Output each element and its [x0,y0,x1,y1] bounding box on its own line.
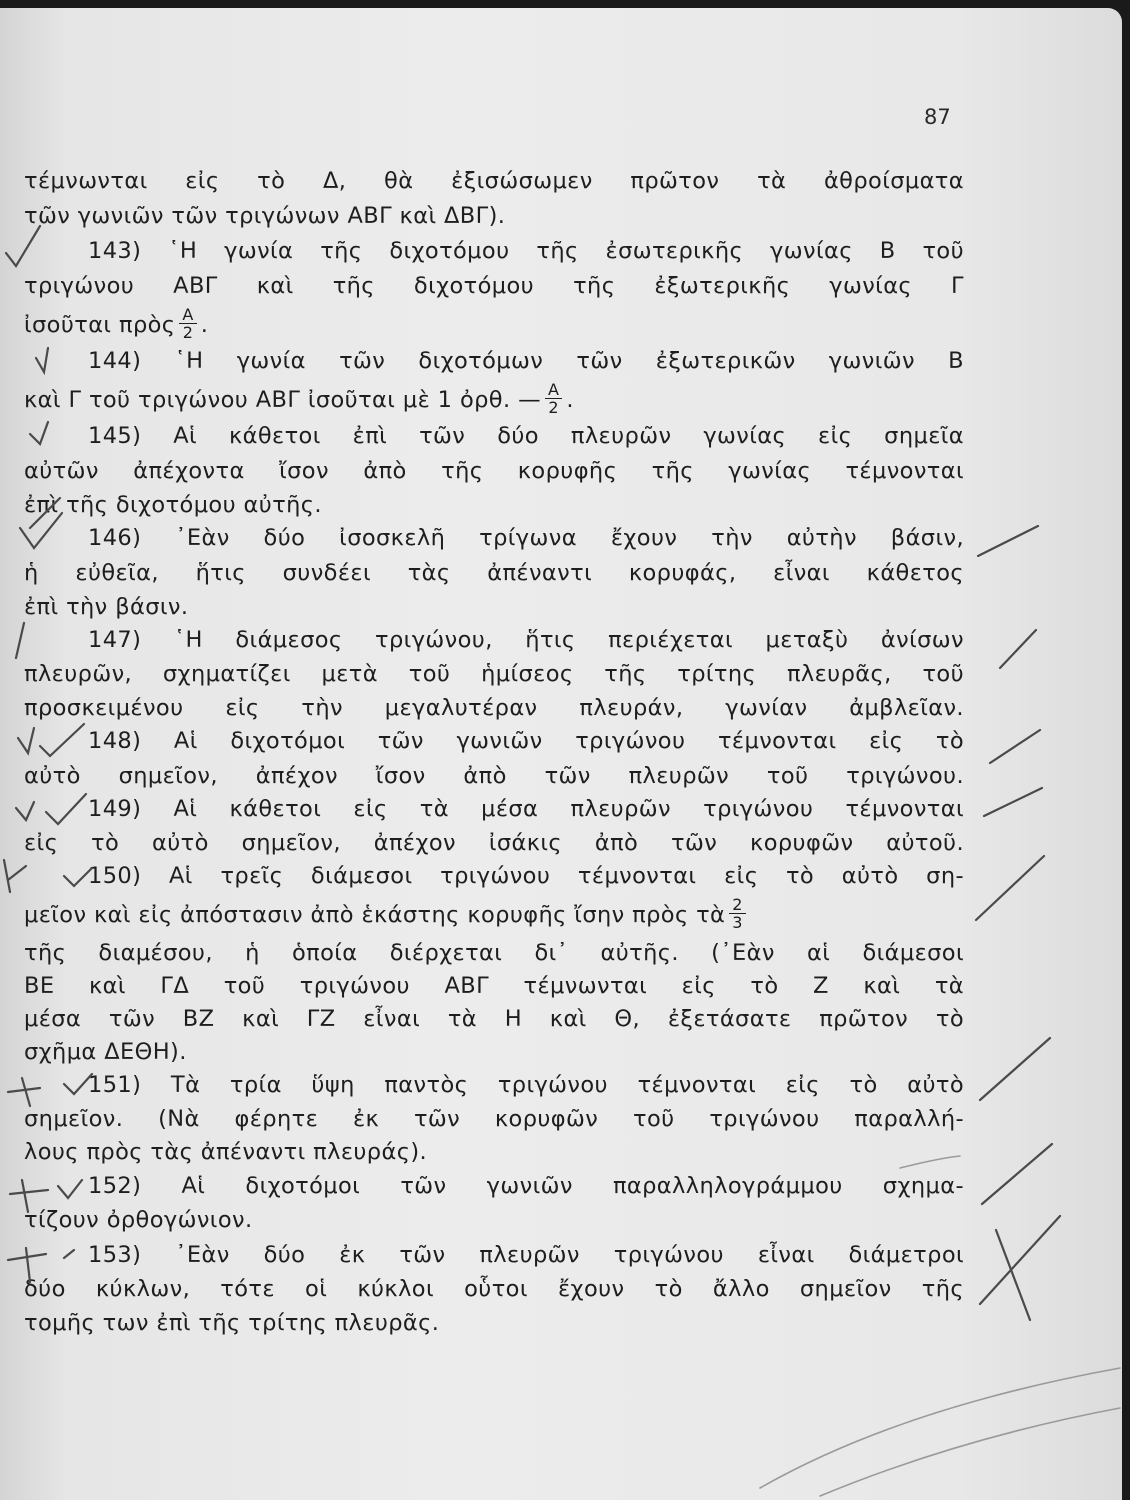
fraction-numerator: Α [179,306,196,324]
check-mark-148 [18,724,84,756]
text-line [24,305,964,343]
exercise-149: 149) Αἱ κάθετοι εἰς τὰ μέσα πλευρῶν τριγώνου τέμνονται [88,796,964,822]
exercise-151: 151) Τὰ τρία ὕψη παντὸς τριγώνου τέμνονται εἰς τὸ αὐτὸ [88,1072,964,1098]
page-number: 87 [924,105,951,129]
check-mark-145 [30,422,48,444]
margin-mark [982,1144,1052,1204]
exercise-153: 153) ᾿Εὰν δύο ἐκ τῶν πλευρῶν τριγώνου εἶναι διάμετροι [88,1242,964,1268]
text-fragment: . [566,387,574,413]
text-fragment: . [200,312,209,338]
text-line: τῶν γωνιῶν τῶν τριγώνων ΑΒΓ καὶ ΔΒΓ). [24,203,506,229]
text-line: ἐπὶ τῆς διχοτόμου αὐτῆς. [24,492,322,518]
text-line: δύο κύκλων, τότε οἱ κύκλοι οὗτοι ἔχουν τὸ ἄλλο σημεῖον τῆς [24,1276,964,1302]
text-fragment: ἰσοῦται πρὸς [24,312,176,338]
text-line: ἡ εὐθεῖα, ἥτις συνδέει τὰς ἀπέναντι κορυφάς, εἶναι κάθετος [24,560,964,586]
text-line: ΒΕ καὶ ΓΔ τοῦ τριγώνου ΑΒΓ τέμνωνται εἰς τὸ Ζ καὶ τὰ [24,973,964,999]
exercise-144: 144) ῾Η γωνία τῶν διχοτόμων τῶν ἐξωτερικῶν γωνιῶν Β [88,348,964,374]
text-line: προσκειμένου εἰς τὴν μεγαλυτέραν πλευράν, γωνίαν ἀμβλεῖαν. [24,695,964,721]
check-mark-150 [4,860,92,892]
text-line: τριγώνου ΑΒΓ καὶ τῆς διχοτόμου τῆς ἐξωτερικῆς γωνίας Γ [24,273,964,299]
exercise-150: 150) Αἱ τρεῖς διάμεσοι τριγώνου τέμνονται εἰς τὸ αὐτὸ ση- [88,863,964,889]
fraction-denominator: 2 [548,398,559,417]
exercise-148: 148) Αἱ διχοτόμοι τῶν γωνιῶν τριγώνου τέμνονται εἰς τὸ [88,728,964,754]
text-line: αὐτὸ σημεῖον, ἀπέχον ἴσον ἀπὸ τῶν πλευρῶν τοῦ τριγώνου. [24,763,964,789]
fraction-numerator: 2 [729,896,746,914]
text-line: αὐτῶν ἀπέχοντα ἴσον ἀπὸ τῆς κορυφῆς τῆς γωνίας τέμνονται [24,458,964,484]
margin-mark [980,1038,1050,1100]
text-line [24,895,964,933]
book-page [0,8,1122,1500]
exercise-143: 143) ῾Η γωνία τῆς διχοτόμου τῆς ἐσωτερικῆς γωνίας Β τοῦ [88,238,964,264]
fraction [179,306,196,341]
text-line [24,380,964,418]
exercise-152: 152) Αἱ διχοτόμοι τῶν γωνιῶν παραλληλογράμμου σχημα- [88,1173,964,1199]
fraction-denominator: 2 [182,323,194,342]
fraction-denominator: 3 [732,913,743,932]
margin-mark [976,856,1044,920]
text-line: σχῆμα ΔΕΘΗ). [24,1039,187,1065]
text-line: τομῆς των ἐπὶ τῆς τρίτης πλευρᾶς. [24,1310,440,1336]
check-mark-149 [16,794,86,824]
margin-mark [990,730,1040,763]
text-line: ἐπὶ τὴν βάσιν. [24,594,189,620]
text-line: λους πρὸς τὰς ἀπέναντι πλευράς). [24,1139,428,1165]
fraction [545,381,562,416]
exercise-146: 146) ᾿Εὰν δύο ἰσοσκελῆ τρίγωνα ἔχουν τὴν αὐτὴν βάσιν, [88,525,964,551]
margin-mark [984,788,1042,816]
text-line: τέμνωνται εἰς τὸ Δ, θὰ ἐξισώσωμεν πρῶτον τὰ ἀθροίσματα [24,168,964,194]
margin-mark [980,1216,1060,1320]
check-mark-151 [8,1074,92,1106]
text-line: τῆς διαμέσου, ἡ ὁποία διέρχεται δι᾿ αὐτῆς. (᾿Εὰν αἱ διάμεσοι [24,940,964,966]
text-line: μέσα τῶν ΒΖ καὶ ΓΖ εἶναι τὰ Η καὶ Θ, ἐξετάσατε πρῶτον τὸ [24,1006,964,1032]
text-fragment: καὶ Γ τοῦ τριγώνου ΑΒΓ ἰσοῦται μὲ 1 ὀρθ. — [24,387,541,413]
fraction [729,896,746,931]
margin-mark [978,526,1038,556]
text-line: σημεῖον. (Νὰ φέρητε ἐκ τῶν κορυφῶν τοῦ τριγώνου παραλλή- [24,1106,964,1132]
exercise-145: 145) Αἱ κάθετοι ἐπὶ τῶν δύο πλευρῶν γωνίας εἰς σημεῖα [88,423,964,449]
check-mark-144 [36,348,48,372]
exercise-147: 147) ῾Η διάμεσος τριγώνου, ἥτις περιέχεται μεταξὺ ἀνίσων [88,627,964,653]
text-line: τίζουν ὀρθογώνιον. [24,1207,253,1233]
text-fragment: μεῖον καὶ εἰς ἀπόστασιν ἀπὸ ἑκάστης κορυφῆς ἴσην πρὸς τὰ [24,902,726,928]
check-mark-143 [6,226,40,266]
margin-mark [1000,630,1036,668]
text-line: πλευρῶν, σχηματίζει μετὰ τοῦ ἡμίσεος τῆς τρίτης πλευρᾶς, τοῦ [24,661,964,687]
text-line: εἰς τὸ αὐτὸ σημεῖον, ἀπέχον ἰσάκις ἀπὸ τῶν κορυφῶν αὐτοῦ. [24,830,964,856]
check-mark-147 [16,623,24,658]
fraction-numerator: Α [545,381,562,399]
